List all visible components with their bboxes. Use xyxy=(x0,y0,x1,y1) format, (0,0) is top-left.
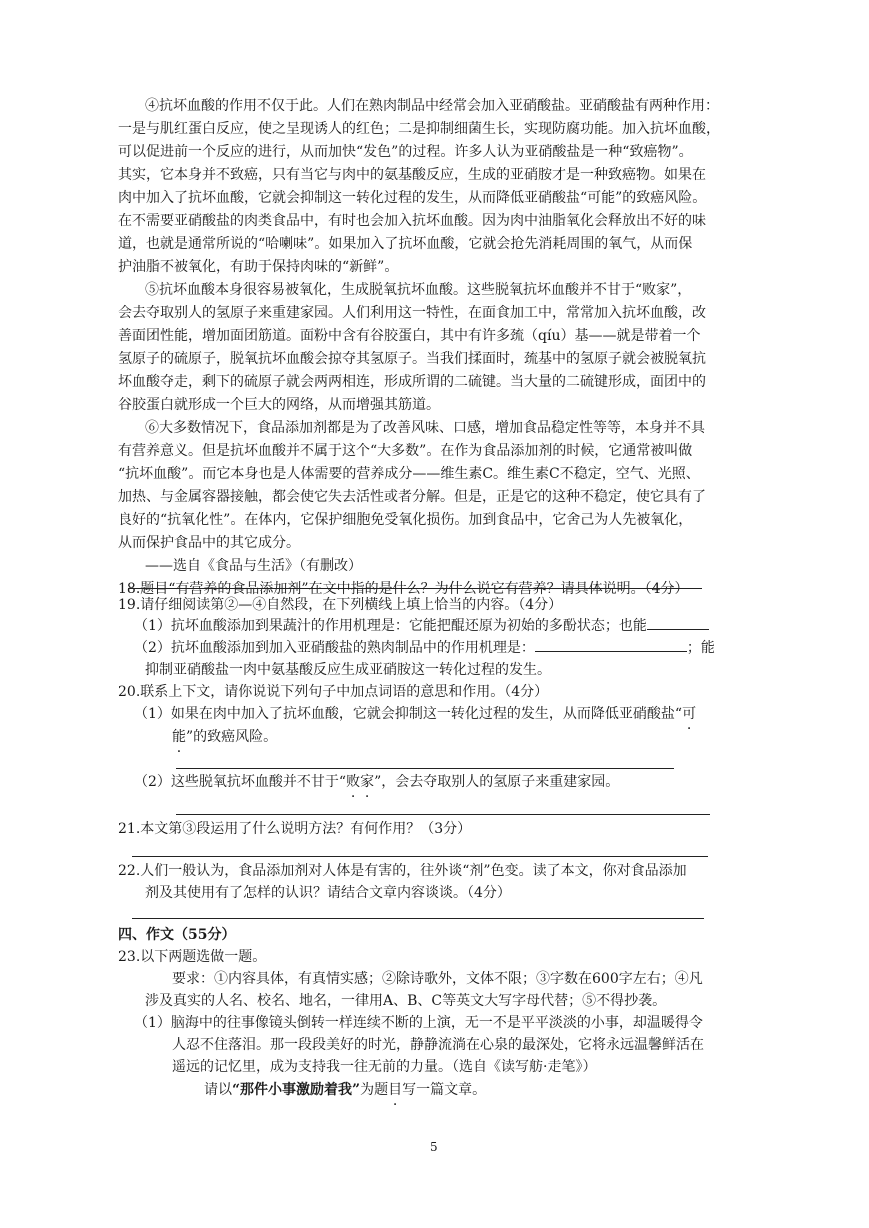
question-20-1-cont: 能”的致癌风险。 xyxy=(172,729,278,745)
answer-line-22[interactable] xyxy=(132,918,704,919)
essay-requirements-1: 要求：①内容具体，有真情实感；②除诗歌外，文体不限；③字数在600字左右；④凡 xyxy=(172,971,703,987)
dotted-char-bai: 败 xyxy=(346,774,361,790)
question-18: 18.题目“有营养的食品添加剂”在文中指的是什么？为什么说它有营养？请具体说明。（4分） xyxy=(118,581,689,597)
question-19-2-text: （2）抗坏血酸添加到加入亚硝酸盐的熟肉制品中的作用机理是： xyxy=(134,640,535,656)
essay-prompt-pre: 请以 xyxy=(204,1082,232,1098)
question-21: 21.本文第③段运用了什么说明方法？有何作用？（3分） xyxy=(118,821,472,837)
para5-line-4: 氢原子的硫原子，脱氧抗坏血酸会掠夺其氢原子。当我们揉面时，巯基中的氢原子就会被脱氧抗 xyxy=(118,351,706,367)
question-19-2-cont: 抑制亚硝酸盐一肉中氨基酸反应生成亚硝胺这一转化过程的发生。 xyxy=(145,662,551,678)
para6-line-6: 从而保护食品中的其它成分。 xyxy=(118,535,300,551)
dotted-char-neng: 能 xyxy=(172,729,186,745)
answer-line-20-1[interactable] xyxy=(176,768,674,769)
question-19: 19.请仔细阅读第②—④自然段，在下列横线上填上恰当的内容。（4分） xyxy=(118,597,563,613)
answer-blank-19-2[interactable] xyxy=(535,637,687,652)
para4-line-5: 肉中加入了抗坏血酸，它就会抑制这一转化过程的发生，从而降低亚硝酸盐“可能”的致癌风险。 xyxy=(118,190,707,206)
question-20-2: （2）这些脱氧抗坏血酸并不甘于“败家”，会去夺取别人的氢原子来重建家园。 xyxy=(134,774,620,790)
essay-prompt-post: 为题目写一篇文章。 xyxy=(360,1082,487,1098)
essay-option-1-line-2: 人忍不住落泪。那一段段美好的时光，静静流淌在心泉的最深处，它将永远温馨鲜活在 xyxy=(172,1037,704,1053)
para5-line-5: 坏血酸夺走，剩下的硫原子就会两两相连，形成所谓的二硫键。当大量的二硫键形成，面团中的 xyxy=(118,374,706,390)
para4-line-8: 护油脂不被氧化，有助于保持肉味的“新鲜”。 xyxy=(118,259,399,275)
essay-option-1-line-3: 遥远的记忆里，成为支持我一往无前的力量。（选自《读写舫·走笔》） xyxy=(172,1059,597,1075)
para6-line-5: 良好的“抗氧化性”。在体内，它保护细胞免受氧化损伤。加到食品中，它舍己为人先被氧化， xyxy=(118,512,693,528)
para5-line-6: 谷胶蛋白就形成一个巨大的网络，从而增强其筋道。 xyxy=(118,397,440,413)
question-19-1 xyxy=(134,615,709,637)
para4-line-3: 可以促进前一个反应的进行，从而加快“发色”的过程。许多人认为亚硝酸盐是一种“致癌物”。 xyxy=(118,144,693,160)
answer-line-21[interactable] xyxy=(132,856,708,857)
dotted-char-mu: 目 xyxy=(388,1082,403,1098)
para4-line-4: 其实，它本身并不致癌，只有当它与肉中的氨基酸反应，生成的亚硝胺才是一种致癌物。如果在 xyxy=(118,167,706,183)
essay-heading: 四、作文（55分） xyxy=(118,927,236,943)
question-20-1: （1）如果在肉中加入了抗坏血酸，它就会抑制这一转化过程的发生，从而降低亚硝酸盐“可 xyxy=(134,706,697,722)
para6-line-2: 有营养意义。但是抗坏血酸并不属于这个“大多数”。在作为食品添加剂的时候，它通常被叫做 xyxy=(118,443,693,459)
dotted-char-jia: 家 xyxy=(360,774,375,790)
para6-line-4: 加热、与金属容器接触，都会使它失去活性或者分解。但是，正是它的这种不稳定，使它具有了 xyxy=(118,489,706,505)
essay-prompt xyxy=(204,1079,486,1101)
question-23: 23.以下两题选做一题。 xyxy=(118,949,267,965)
para6-line-3: “抗坏血酸”。而它本身也是人体需要的营养成分——维生素C。维生素C不稳定，空气、光照、 xyxy=(118,466,700,482)
essay-requirements-2: 涉及真实的人名、校名、地名，一律用A、B、C等英文大写字母代替；⑤不得抄袭。 xyxy=(145,993,667,1009)
essay-option-1-line-1: （1）脑海中的往事像镜头倒转一样连续不断的上演，无一不是平平淡淡的小事，却温暖得令 xyxy=(134,1015,703,1031)
para4-line-2: 一是与肌红蛋白反应，使之呈现诱人的红色；二是抑制细菌生长，实现防腐功能。加入抗坏血酸， xyxy=(118,121,720,137)
question-22-cont: 剂及其使用有了怎样的认识？请结合文章内容谈谈。（4分） xyxy=(145,885,511,901)
question-19-1-text: （1）抗坏血酸添加到果蔬汁的作用机理是：它能把醌还原为初始的多酚状态；也能 xyxy=(134,618,647,634)
page-number: 5 xyxy=(430,1140,438,1154)
question-22: 22.人们一般认为，食品添加剂对人体是有害的，往外谈“剂”色变。读了本文，你对食品添加 xyxy=(118,863,687,879)
question-19-2 xyxy=(134,637,715,659)
para5-line-3: 善面团性能，增加面团筋道。面粉中含有谷胶蛋白，其中有许多巯（qíu）基——就是带着一个 xyxy=(118,328,701,344)
dotted-char-ke: 可 xyxy=(682,706,697,722)
question-19-2-tail: ；能 xyxy=(686,640,715,656)
para6-line-1: ⑥大多数情况下，食品添加剂都是为了改善风味、口感，增加食品稳定性等等，本身并不具 xyxy=(145,420,705,436)
passage-source: ——选自《食品与生活》（有删改） xyxy=(145,558,362,574)
para5-line-2: 会去夺取别人的氢原子来重建家园。人们利用这一特性，在面食加工中，常常加入抗坏血酸，改 xyxy=(118,305,706,321)
para4-line-6: 在不需要亚硝酸盐的肉类食品中，有时也会加入抗坏血酸。因为肉中油脂氧化会释放出不好的味 xyxy=(118,213,706,229)
question-20: 20.联系上下文，请你说说下列句子中加点词语的意思和作用。（4分） xyxy=(118,684,549,700)
para4-line-1: ④抗坏血酸的作用不仅于此。人们在熟肉制品中经常会加入亚硝酸盐。亚硝酸盐有两种作用： xyxy=(145,98,719,114)
answer-blank-19-1[interactable] xyxy=(647,615,709,630)
para4-line-7: 道，也就是通常所说的“哈喇味”。如果加入了抗坏血酸，它就会抢先消耗周围的氧气，从而保 xyxy=(118,236,693,252)
answer-line-18[interactable] xyxy=(128,588,702,589)
para5-line-1: ⑤抗坏血酸本身很容易被氧化，生成脱氧抗坏血酸。这些脱氧抗坏血酸并不甘于“败家”， xyxy=(145,282,692,298)
essay-title: “那件小事激励着我” xyxy=(232,1082,361,1098)
answer-line-20-2[interactable] xyxy=(176,814,710,815)
